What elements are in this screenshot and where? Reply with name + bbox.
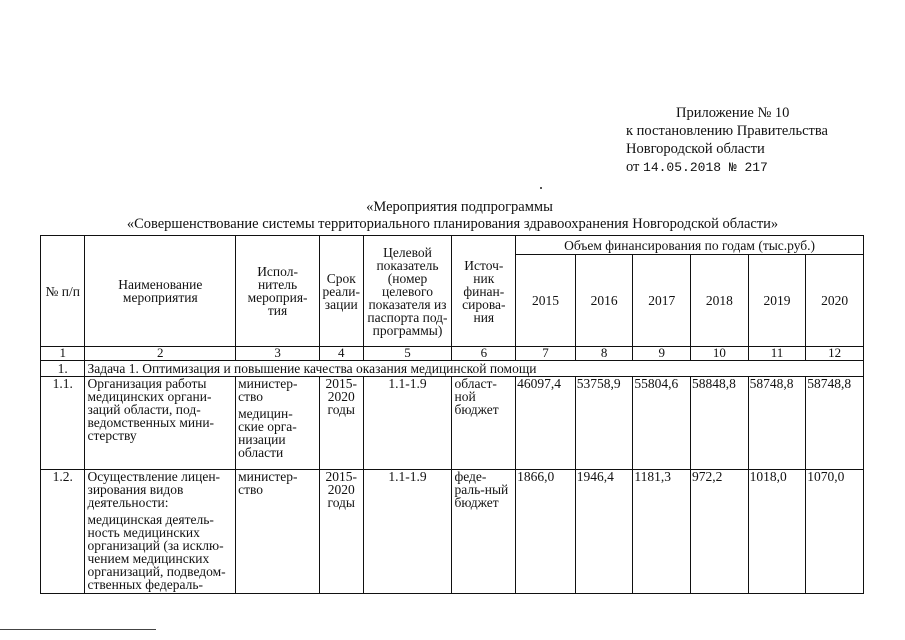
- task-num: 1.: [41, 361, 85, 377]
- footnote-line: [0, 629, 156, 630]
- date-prefix: от: [626, 159, 640, 175]
- appendix-date-line: [626, 158, 828, 177]
- row-executor-text: министер-ство: [238, 376, 298, 404]
- measures-table: [40, 235, 864, 594]
- header-executor: Испол-нитель мероприя-тия: [236, 236, 320, 347]
- row-num: 1.1.: [41, 377, 85, 470]
- row-value-2019: 1018,0: [748, 470, 806, 594]
- column-number: 11: [748, 347, 806, 361]
- row-name-extra: медицинская деятель-ность медицинских организаций (за исклю-чением медицинских организаций, подведом-ственных федераль-: [87, 512, 226, 592]
- row-name-text: Осуществление лицен-зирования видов деятельности:: [87, 469, 221, 510]
- header-source: Источ-ник финан-сирова-ния: [452, 236, 516, 347]
- row-value-2015: 46097,4: [516, 377, 576, 470]
- row-target: 1.1-1.9: [363, 470, 452, 594]
- row-value-2015: 1866,0: [516, 470, 576, 594]
- row-source: феде-раль-ный бюджет: [452, 470, 516, 594]
- header-year: 2020: [806, 255, 864, 347]
- column-number: 9: [633, 347, 691, 361]
- row-value-2017: 55804,6: [633, 377, 691, 470]
- column-number: 7: [516, 347, 576, 361]
- column-number: 6: [452, 347, 516, 361]
- column-number: 8: [575, 347, 633, 361]
- stray-dot: [540, 187, 542, 189]
- column-number: 2: [85, 347, 236, 361]
- row-value-2016: 1946,4: [575, 470, 633, 594]
- table-row: [41, 470, 864, 594]
- appendix-line-3: Новгородской области: [626, 141, 765, 157]
- column-number: 12: [806, 347, 864, 361]
- appendix-line-1: Приложение № 10: [676, 105, 790, 121]
- row-term: 2015-2020 годы: [320, 470, 363, 594]
- header-name: Наименование мероприятия: [85, 236, 236, 347]
- column-number: 1: [41, 347, 85, 361]
- row-source: област-ной бюджет: [452, 377, 516, 470]
- row-name: [85, 470, 236, 594]
- header-year: 2018: [691, 255, 749, 347]
- header-year: 2016: [575, 255, 633, 347]
- row-executor: [236, 377, 320, 470]
- row-value-2019: 58748,8: [748, 377, 806, 470]
- column-number: 5: [363, 347, 452, 361]
- date-value: 14.05.2018 № 217: [643, 160, 768, 175]
- row-value-2018: 972,2: [691, 470, 749, 594]
- row-name-text: Организация работы медицинских органи-заций области, под-ведомственных мини-стерству: [87, 376, 215, 443]
- row-num: 1.2.: [41, 470, 85, 594]
- document-title-line-1: «Мероприятия подпрограммы: [366, 199, 553, 215]
- header-year: 2019: [748, 255, 806, 347]
- header-year: 2017: [633, 255, 691, 347]
- header-year: 2015: [516, 255, 576, 347]
- appendix-block: [626, 104, 828, 177]
- row-term: 2015-2020 годы: [320, 377, 363, 470]
- row-value-2018: 58848,8: [691, 377, 749, 470]
- table-row: [41, 377, 864, 470]
- row-target: 1.1-1.9: [363, 377, 452, 470]
- column-number: 10: [691, 347, 749, 361]
- row-value-2020: 58748,8: [806, 377, 864, 470]
- row-executor-extra: медицин-ские орга-низации области: [238, 406, 297, 460]
- appendix-line-2: к постановлению Правительства: [626, 123, 828, 139]
- header-funding: Объем финансирования по годам (тыс.руб.): [516, 236, 864, 255]
- column-number: 3: [236, 347, 320, 361]
- row-value-2017: 1181,3: [633, 470, 691, 594]
- row-name: [85, 377, 236, 470]
- row-executor-text: министер-ство: [238, 469, 298, 497]
- row-value-2016: 53758,9: [575, 377, 633, 470]
- header-target: Целевой показатель (номер целевого показателя из паспорта под-программы): [363, 236, 452, 347]
- row-executor: [236, 470, 320, 594]
- task-text: Задача 1. Оптимизация и повышение качества оказания медицинской помощи: [85, 361, 864, 377]
- header-num: № п/п: [41, 236, 85, 347]
- document-title-line-2: «Совершенствование системы территориального планирования здравоохранения Новгородской области»: [126, 216, 779, 232]
- row-value-2020: 1070,0: [806, 470, 864, 594]
- column-number: 4: [320, 347, 363, 361]
- header-term: Срок реали-зации: [320, 236, 363, 347]
